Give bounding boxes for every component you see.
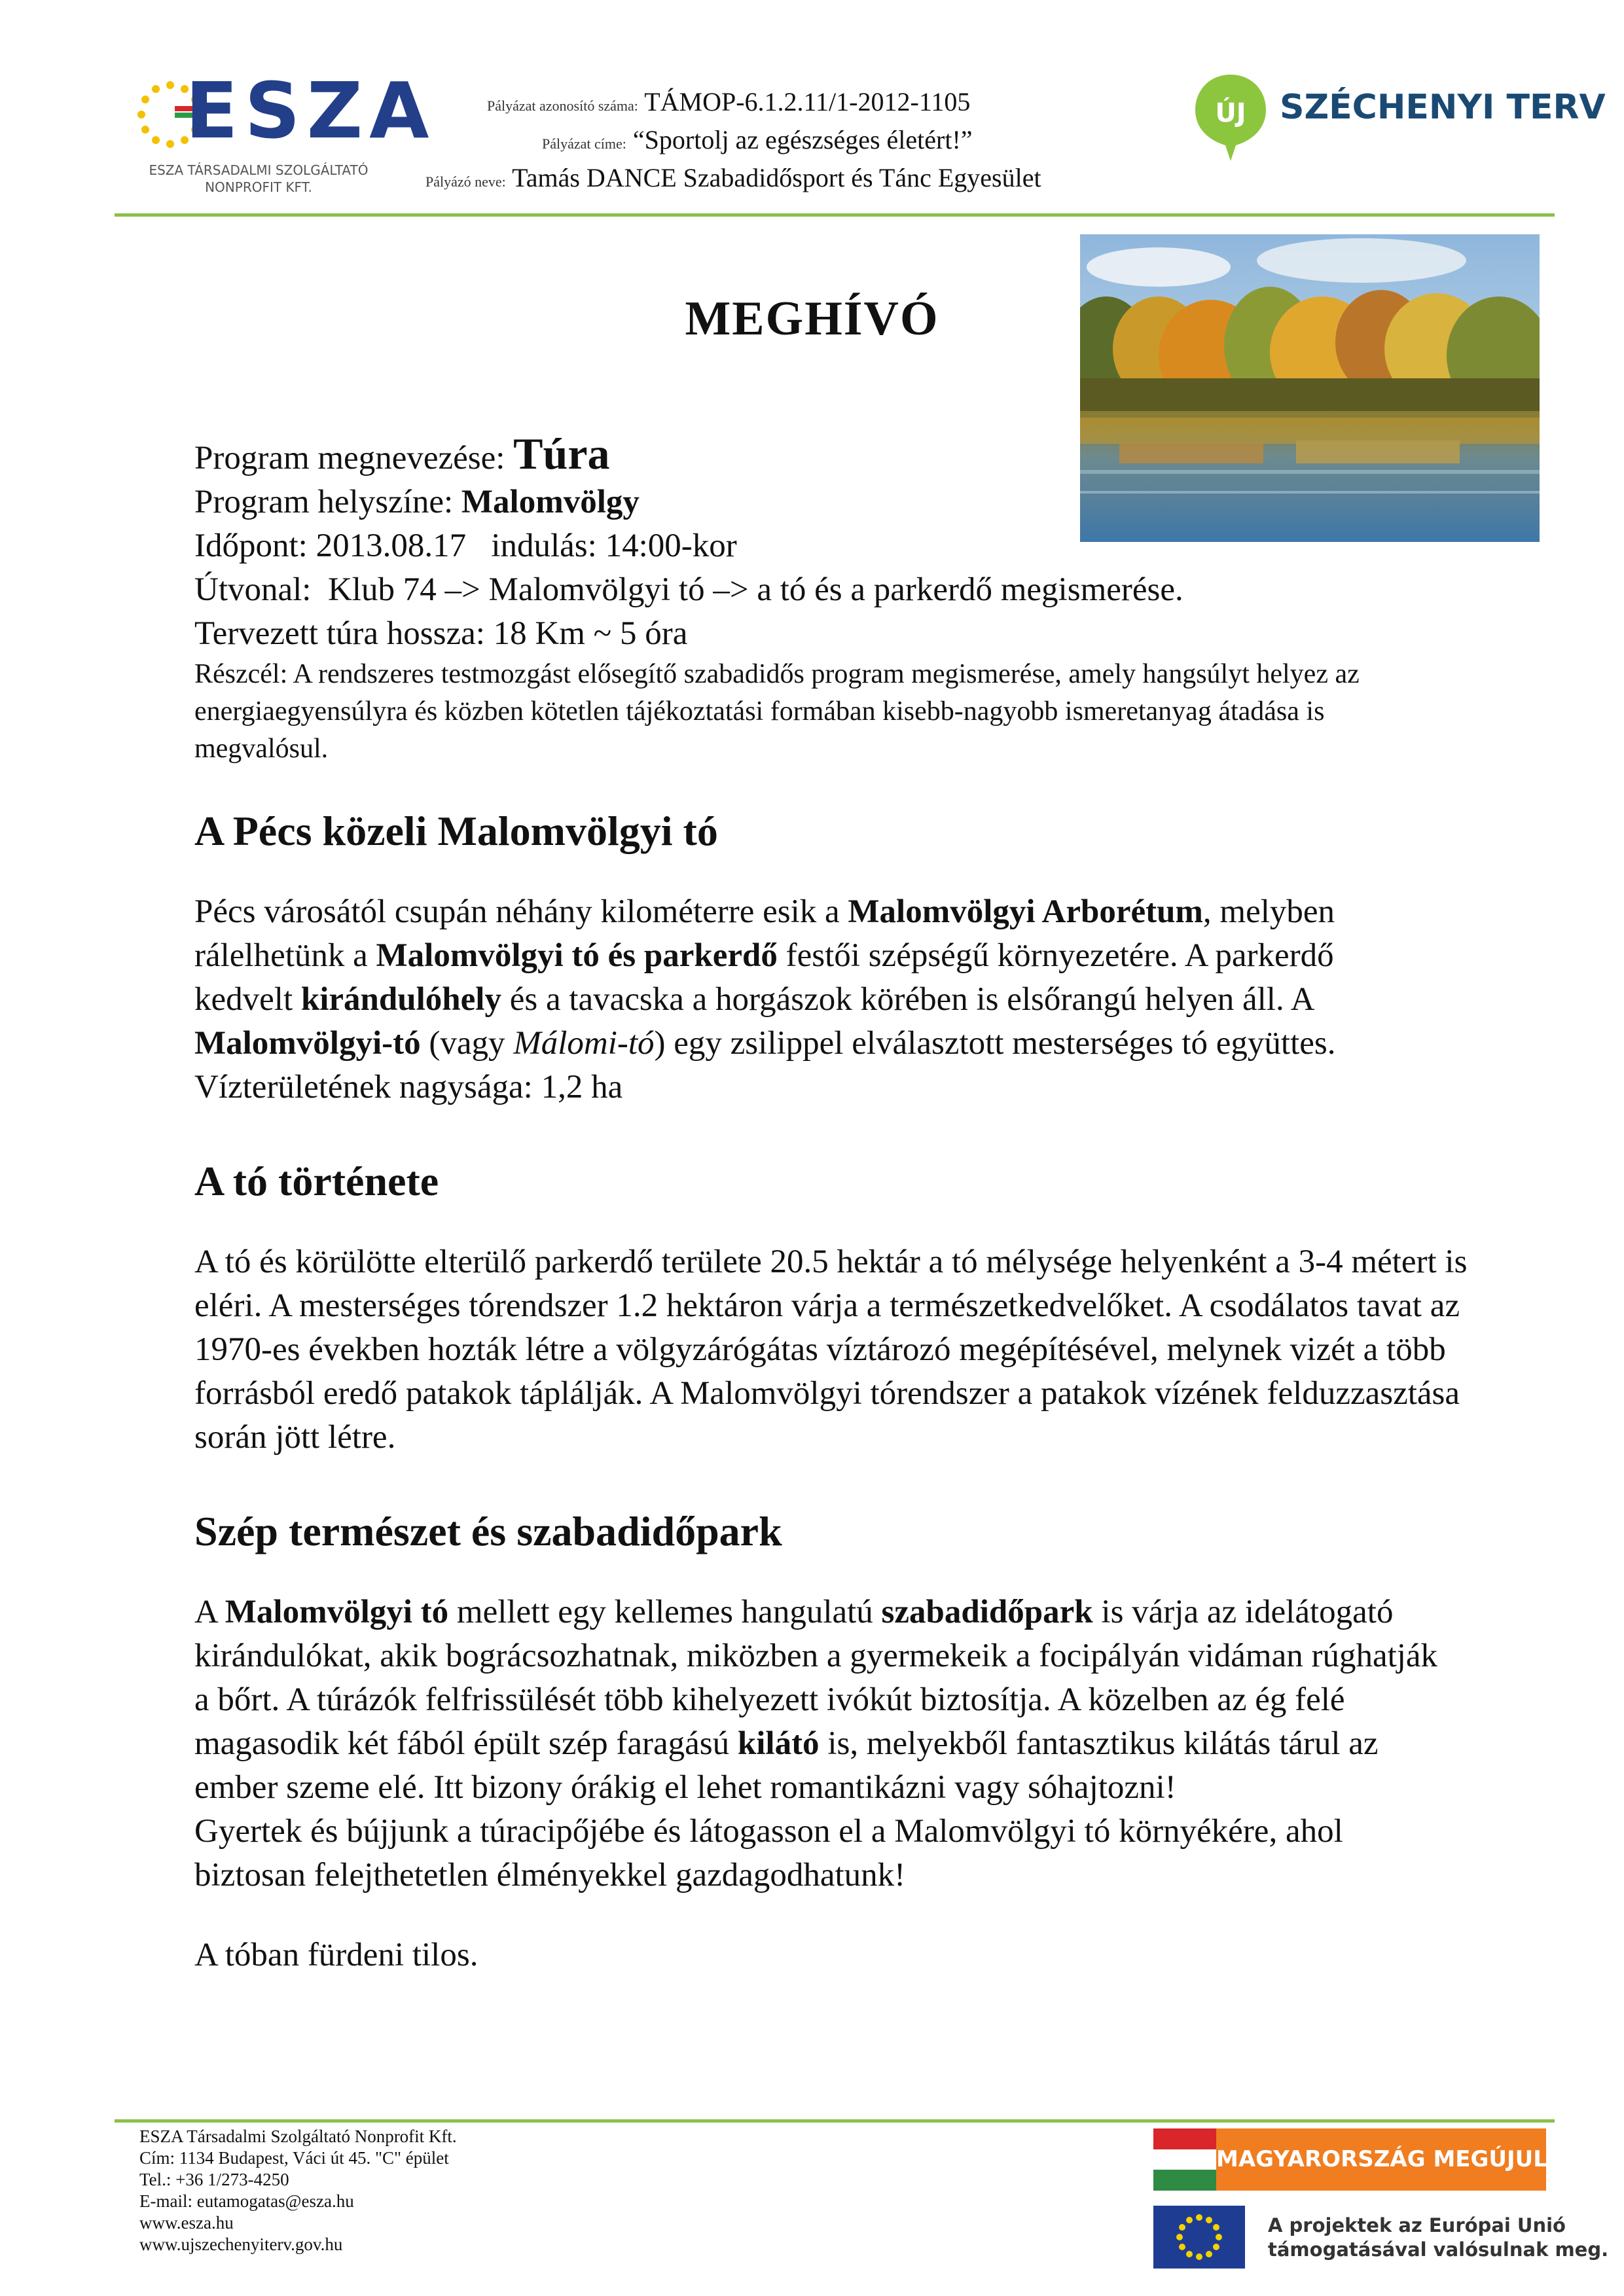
applicant-row	[425, 161, 1146, 199]
footer-company: ESZA Társadalmi Szolgáltató Nonprofit Kft.	[139, 2126, 457, 2146]
szechenyi-pin-icon	[1191, 72, 1270, 164]
eu-support-line-1: A projektek az Európai Unió	[1268, 2214, 1566, 2236]
bold-run: Malomvölgyi Arborétum	[848, 893, 1203, 930]
footer-email: E-mail: eutamogatas@esza.hu	[139, 2191, 354, 2211]
text-run: mellett egy kellemes hangulatú	[448, 1594, 882, 1630]
park-paragraph	[194, 1590, 1438, 1810]
text-run: is, melyekből fantasztikus kilátás tárul az ember szeme elé. Itt bizony órákig el lehet romantikázni vagy sóhajtozni!	[194, 1725, 1379, 1806]
lake-paragraph	[194, 890, 1425, 1109]
szechenyi-badge: ÚJ	[1215, 98, 1246, 128]
section-heading-park: Szép természet és szabadidőpark	[194, 1508, 782, 1554]
text-run: (vagy	[420, 1025, 514, 1062]
footer-website: www.esza.hu	[139, 2213, 234, 2233]
grant-title-label: Pályázat címe:	[542, 135, 626, 152]
footer-address	[139, 2126, 457, 2255]
esza-logo-subtitle: ESZA TÁRSADALMI SZOLGÁLTATÓ	[149, 162, 369, 178]
footer-phone: Tel.: +36 1/273-4250	[139, 2170, 289, 2189]
szechenyi-terv-text: SZÉCHENYI TERV	[1280, 88, 1606, 127]
page-header	[0, 0, 1624, 223]
bold-run: kirándulóhely	[300, 981, 501, 1018]
text-run: A	[194, 1594, 225, 1630]
grant-id-row	[425, 85, 1146, 123]
footer-website-2: www.ujszechenyiterv.gov.hu	[139, 2234, 343, 2254]
szechenyi-terv-logo	[1191, 72, 1606, 164]
grant-id-label: Pályázat azonosító száma:	[487, 98, 638, 114]
grant-title-value: “Sportolj az egészséges életért!”	[632, 125, 973, 154]
footer-divider	[115, 2119, 1555, 2123]
route-line: Útvonal: Klub 74 –> Malomvölgyi tó –> a tó és a parkerdő megismerése.	[194, 571, 1183, 608]
bold-run: kilátó	[737, 1725, 820, 1762]
program-place-line	[194, 480, 1490, 524]
magyarorszag-megujul-badge	[1153, 2128, 1546, 2191]
text-run: és a tavacska a horgászok körében is elsőrangú helyen áll. A	[501, 981, 1313, 1018]
bold-run: Malomvölgyi tó	[225, 1594, 449, 1630]
goal-text: Részcél: A rendszeres testmozgást elősegítő szabadidős program megismerése, amely hangsúlyt helyez az energiaegyensúlyra és közben kötetlen tájékoztatási formában kisebb-nagyobb ismeretanyag átadása is megvalósul.	[194, 659, 1360, 764]
magyarorszag-megujul-text: MAGYARORSZÁG MEGÚJUL	[1216, 2128, 1546, 2191]
grant-id-value: TÁMOP-6.1.2.11/1-2012-1105	[644, 87, 971, 117]
program-name-label: Program megnevezése:	[194, 440, 514, 476]
program-name-line	[194, 429, 1490, 480]
document-body	[194, 429, 1490, 1977]
text-run: , melyben rálelhetünk a	[194, 893, 1335, 974]
program-name-value: Túra	[513, 429, 610, 478]
text-run: ) egy zsilippel elválasztott mesterséges tó együttes. Vízterületének nagysága: 1,2 ha	[194, 1025, 1336, 1105]
history-paragraph: A tó és körülötte elterülő parkerdő területe 20.5 hektár a tó mélysége helyenként a 3-4 métert is eléri. A mesterséges tórendszer 1.2 hektáron várja a természetkedvelőket. A csodálatos tavat az 1970-es években hozták létre a völgyzárógátas víztározó megépítésével, melynek vizét a több forrásból eredő patakok táplálják. A Malomvölgyi tórendszer a patakok vízének felduzzasztása során jött létre.	[194, 1244, 1468, 1456]
eu-flag-icon	[1153, 2206, 1245, 2269]
closing-note: A tóban fürdeni tilos.	[194, 1937, 478, 1973]
program-place-value: Malomvölgy	[461, 484, 640, 520]
header-divider	[115, 213, 1555, 217]
esza-logo-word: ESZA	[185, 65, 436, 156]
bold-run: szabadidőpark	[881, 1594, 1093, 1630]
applicant-value: Tamás DANCE Szabadidősport és Tánc Egyesület	[512, 163, 1041, 192]
time-line: Időpont: 2013.08.17 indulás: 14:00-kor	[194, 528, 737, 564]
eu-support-logo	[1153, 2206, 1609, 2271]
text-run: festői szépségű környezetére. A parkerdő kedvelt	[194, 937, 1334, 1018]
bold-run: Malomvölgyi-tó	[194, 1025, 421, 1062]
section-heading-lake: A Pécs közeli Malomvölgyi tó	[194, 808, 718, 854]
grant-info	[425, 85, 1146, 199]
grant-title-row	[425, 123, 1146, 161]
hungarian-flag-icon	[1153, 2128, 1216, 2191]
italic-run: Málomi-tó	[513, 1025, 655, 1062]
bold-run: Malomvölgyi tó és parkerdő	[376, 937, 778, 974]
section-heading-history: A tó története	[194, 1158, 439, 1204]
eu-support-text	[1268, 2214, 1608, 2262]
length-line: Tervezett túra hossza: 18 Km ~ 5 óra	[194, 615, 688, 652]
page-title: MEGHÍVÓ	[685, 292, 939, 346]
invitation-paragraph: Gyertek és bújjunk a túracipőjébe és látogasson el a Malomvölgyi tó környékére, ahol biztosan felejthetetlen élményekkel gazdagodhatunk!	[194, 1813, 1343, 1893]
footer-address-line: Cím: 1134 Budapest, Váci út 45. "C" épület	[139, 2148, 449, 2168]
applicant-label: Pályázó neve:	[425, 173, 506, 190]
text-run: Pécs városától csupán néhány kilométerre esik a	[194, 893, 848, 930]
esza-logo	[134, 65, 436, 196]
eu-support-line-2: támogatásával valósulnak meg.	[1268, 2238, 1609, 2261]
program-place-label: Program helyszíne:	[194, 484, 461, 520]
esza-logo-subtitle-2: NONPROFIT KFT.	[205, 179, 312, 195]
text-run: is várja az idelátogató kirándulókat, akik bográcsozhatnak, miközben a gyermekeik a focipályán vidáman rúghatják a bőrt. A túrázók felfrissülését több kihelyezett ivókút biztosítja. A közelben az ég felé magasodik két fából épült szép faragású	[194, 1594, 1438, 1762]
